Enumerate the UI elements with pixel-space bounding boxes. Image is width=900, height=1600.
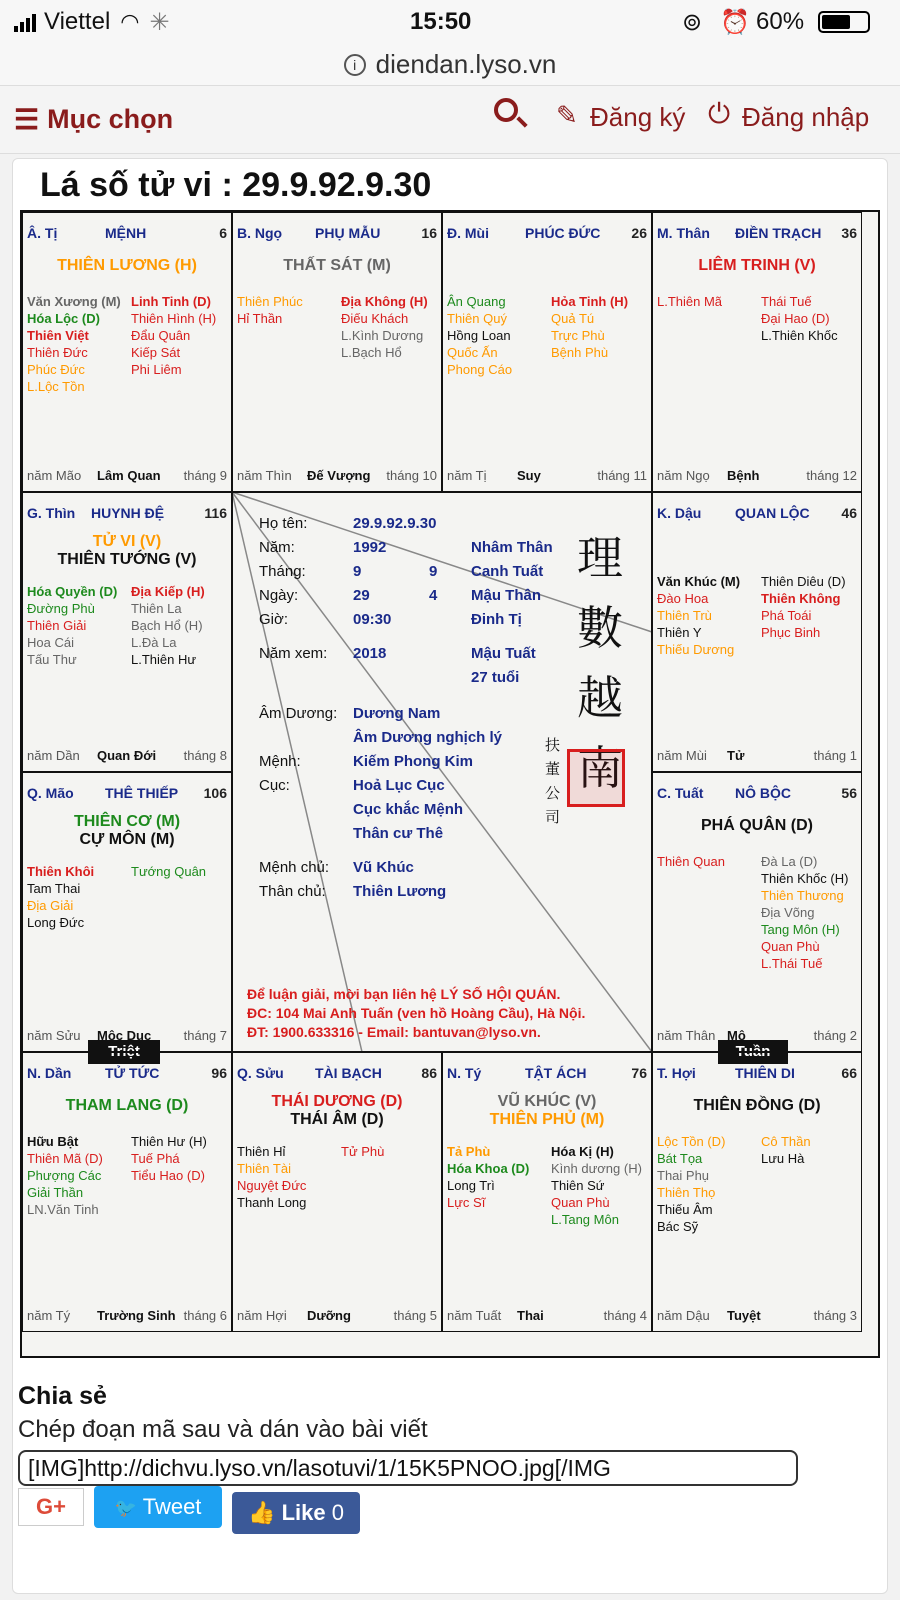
carrier-label: Viettel: [44, 8, 111, 35]
palace-cell: [652, 1052, 862, 1332]
minor-star: Thiên La: [131, 601, 182, 616]
palace-name: HUYNH ĐỆ: [91, 505, 165, 521]
minor-star: L.Bạch Hổ: [341, 345, 402, 360]
cuc-value-2: Cục khắc Mệnh: [353, 801, 464, 818]
year-label: năm Tý: [27, 1308, 71, 1323]
hour-label: Giờ:: [259, 611, 289, 628]
stars-right: [551, 293, 653, 361]
than-chu-label: Thân chủ:: [259, 883, 326, 900]
minor-star: Quốc Ấn: [447, 345, 498, 360]
minor-star: Tuế Phá: [131, 1151, 180, 1166]
minor-star: Linh Tinh (D): [131, 294, 211, 309]
minor-star: Thiên Hư (H): [131, 1134, 207, 1149]
minor-star: Đại Hao (D): [761, 311, 830, 326]
minor-star: Thai Phụ: [657, 1168, 710, 1183]
power-icon[interactable]: ⏻: [708, 98, 731, 129]
login-link[interactable]: Đăng nhập: [742, 102, 870, 132]
palace-name: TÀI BẠCH: [315, 1065, 382, 1081]
stars-left: [657, 853, 759, 870]
branch-label: G. Thìn: [27, 505, 76, 521]
day-can: Mậu Thân: [471, 587, 541, 604]
year-label: năm Mão: [27, 468, 82, 483]
cuc-label: Cục:: [259, 777, 290, 794]
horoscope-chart: [20, 210, 880, 1358]
seal-stamp: [567, 749, 625, 807]
minor-star: Điếu Khách: [341, 311, 409, 326]
palace-number: 26: [631, 225, 647, 241]
life-stage: Thai: [517, 1308, 544, 1323]
palace-cell: [22, 1052, 232, 1332]
month-can: Canh Tuất: [471, 563, 544, 580]
like-button[interactable]: [232, 1492, 360, 1534]
life-stage: Quan Đới: [97, 748, 157, 763]
palace-cell: [652, 772, 862, 1052]
year-label: năm Tuất: [447, 1308, 502, 1323]
minor-star: Lực Sĩ: [447, 1195, 486, 1210]
month-label: tháng 5: [393, 1308, 437, 1323]
palace-number: 116: [204, 505, 227, 521]
minor-star: Phá Toái: [761, 608, 812, 623]
stars-left: [237, 1143, 339, 1211]
minor-star: Địa Kiếp (H): [131, 584, 205, 599]
main-star: THAM LANG (D): [65, 1097, 189, 1114]
view-year-label: Năm xem:: [259, 645, 328, 662]
palace-name: TẬT ÁCH: [525, 1065, 587, 1081]
month-label: tháng 7: [183, 1028, 227, 1043]
palace-number: 76: [631, 1065, 647, 1081]
minor-star: Tướng Quân: [131, 864, 207, 879]
palace-name: THÊ THIẾP: [105, 785, 179, 801]
palace-number: 46: [841, 505, 857, 521]
main-star: THIÊN TƯỚNG (V): [57, 551, 197, 568]
minor-star: Phúc Đức: [27, 362, 85, 377]
twitter-icon: 🐦: [114, 1498, 137, 1518]
minor-star: Bát Tọa: [657, 1151, 703, 1166]
life-stage: Đế Vượng: [307, 468, 371, 483]
month-label: tháng 8: [183, 748, 227, 763]
clock: 15:50: [410, 8, 472, 35]
calli-char: 理: [577, 531, 623, 585]
minor-star: Đà La (D): [761, 854, 818, 869]
register-link[interactable]: Đăng ký: [590, 102, 686, 132]
stars-left: [657, 1133, 759, 1235]
minor-star: Đường Phù: [27, 601, 95, 616]
minor-star: L.Kình Dương: [341, 328, 424, 343]
like-count: 0: [331, 1500, 344, 1525]
minor-star: Thiên Y: [657, 625, 702, 640]
palace-cell: [232, 212, 442, 492]
minor-star: Thiên Hỉ: [237, 1144, 286, 1159]
minor-star: Hóa Kị (H): [551, 1144, 614, 1159]
am-duong-label: Âm Dương:: [259, 705, 338, 722]
branch-label: N. Tý: [447, 1065, 482, 1081]
contact-line-2: ĐC: 104 Mai Anh Tuấn (ven hồ Hoàng Cầu), Hà Nội.: [247, 1005, 586, 1021]
minor-star: Thiên Thương: [761, 888, 844, 903]
gplus-label: G+: [36, 1494, 66, 1519]
palace-number: 36: [841, 225, 857, 241]
minor-star: Đẩu Quân: [131, 328, 191, 343]
stars-left: [237, 293, 339, 327]
main-star: THIÊN CƠ (M): [73, 813, 181, 830]
minor-star: Thiên Diêu (D): [761, 574, 846, 589]
life-stage: Bệnh: [727, 468, 760, 483]
minor-star: Hỏa Tinh (H): [551, 294, 629, 309]
menh-chu-label: Mệnh chủ:: [259, 859, 330, 876]
month-lunar: 9: [429, 563, 438, 580]
life-stage: Tuyệt: [727, 1308, 761, 1323]
palace-number: 86: [421, 1065, 437, 1081]
year-label: Năm:: [259, 539, 295, 556]
palace-number: 96: [211, 1065, 227, 1081]
minor-star: Hóa Khoa (D): [447, 1161, 530, 1176]
main-star: THÁI ÂM (D): [290, 1111, 384, 1128]
url-domain[interactable]: diendan.lyso.vn: [375, 49, 557, 79]
branch-label: K. Dậu: [657, 505, 702, 521]
main-star: THẤT SÁT (M): [283, 257, 391, 274]
minor-star: Hoa Cái: [27, 635, 74, 650]
minor-star: Thiên Không: [761, 591, 841, 606]
stars-right: [761, 1133, 863, 1167]
stars-left: [447, 1143, 549, 1211]
month-label: tháng 3: [813, 1308, 857, 1323]
stars-right: [131, 583, 233, 668]
minor-star: Giải Thần: [27, 1185, 84, 1200]
calli-char: 數: [577, 601, 623, 655]
life-stage: Mộ: [727, 1028, 746, 1043]
minor-star: Bạch Hổ (H): [131, 618, 203, 633]
palace-name: PHỤ MẪU: [315, 225, 381, 241]
year-label: năm Hợi: [237, 1308, 287, 1323]
minor-star: Thiên Trù: [657, 608, 712, 623]
tweet-button[interactable]: [94, 1486, 222, 1528]
palace-cell: [22, 492, 232, 772]
minor-star: Thiên Việt: [27, 328, 89, 343]
main-star: THIÊN PHỦ (M): [489, 1111, 605, 1128]
status-bar: [0, 0, 900, 44]
year-label: năm Mùi: [657, 748, 707, 763]
minor-star: Quả Tú: [551, 311, 595, 326]
stars-left: [657, 293, 759, 310]
life-stage: Lâm Quan: [97, 468, 161, 483]
minor-star: Hỉ Thần: [237, 311, 283, 326]
day-value: 29: [353, 587, 370, 604]
minor-star: Đào Hoa: [657, 591, 709, 606]
minor-star: Tả Phù: [447, 1144, 491, 1159]
life-stage: Tử: [727, 748, 745, 763]
minor-star: Thiếu Dương: [657, 642, 735, 657]
branch-label: Q. Mão: [27, 785, 74, 801]
calligraphy-small: 扶 董 公 司: [545, 736, 561, 826]
palace-number: 66: [841, 1065, 857, 1081]
minor-star: Thiên Quan: [657, 854, 725, 869]
minor-star: Quan Phù: [551, 1195, 610, 1210]
cuc-value-3: Thân cư Thê: [353, 825, 444, 842]
minor-star: L.Thiên Mã: [657, 294, 723, 309]
branch-label: C. Tuất: [657, 785, 704, 801]
branch-label: Â. Tị: [27, 225, 58, 241]
palace-name: THIÊN DI: [735, 1065, 795, 1081]
minor-star: Hồng Loan: [447, 328, 511, 343]
palace-name: PHÚC ĐỨC: [525, 225, 601, 241]
minor-star: L.Tang Môn: [551, 1212, 619, 1227]
life-stage: Suy: [517, 468, 541, 483]
main-star: THIÊN ĐỒNG (D): [693, 1097, 821, 1114]
battery-icon: [818, 11, 870, 33]
stars-right: [761, 293, 863, 344]
minor-star: Cô Thần: [761, 1134, 811, 1149]
branch-label: Q. Sửu: [237, 1065, 284, 1081]
contact-info: [247, 985, 651, 1042]
minor-star: Tiểu Hao (D): [131, 1168, 205, 1183]
minor-star: Phục Binh: [761, 625, 821, 640]
month-label: tháng 2: [813, 1028, 857, 1043]
minor-star: Ân Quang: [447, 294, 506, 309]
minor-star: Thiên Tài: [237, 1161, 291, 1176]
main-star: CỰ MÔN (M): [79, 831, 175, 848]
menu-icon[interactable]: ☰: [14, 104, 40, 135]
stars-right: [551, 1143, 653, 1228]
minor-star: Thiên Phúc: [237, 294, 303, 309]
palace-cell: [442, 212, 652, 492]
month-label: tháng 11: [597, 468, 647, 483]
name-label: Họ tên:: [259, 515, 308, 532]
main-star: THIÊN LƯƠNG (H): [57, 257, 197, 274]
rotation-lock-icon: ⊚: [682, 8, 703, 36]
minor-star: Kiếp Sát: [131, 345, 181, 360]
minor-star: Lộc Tồn (D): [657, 1134, 726, 1149]
top-nav: [0, 86, 900, 154]
thumbs-up-icon: 👍: [248, 1500, 276, 1525]
than-chu: Thiên Lương: [353, 883, 447, 900]
share-desc: Chép đoạn mã sau và dán vào bài viết: [18, 1416, 428, 1443]
main-star: TỬ VI (V): [92, 533, 162, 550]
loading-icon: ✳: [149, 8, 170, 36]
month-label: Tháng:: [259, 563, 306, 580]
minor-star: L.Thiên Hư: [131, 652, 197, 667]
minor-star: Quan Phù: [761, 939, 820, 954]
center-panel: [232, 492, 652, 1052]
view-can: Mậu Tuất: [471, 645, 536, 662]
signal-icon: [14, 12, 36, 32]
minor-star: Thanh Long: [237, 1195, 307, 1210]
stars-right: [131, 293, 233, 378]
minor-star: Kình dương (H): [551, 1161, 642, 1176]
age: 27 tuổi: [471, 669, 520, 686]
triet-badge: Triệt: [88, 1040, 160, 1064]
month-label: tháng 9: [183, 468, 227, 483]
edit-icon[interactable]: ✎: [556, 100, 578, 130]
branch-label: B. Ngọ: [237, 225, 283, 241]
am-duong-2: Âm Dương nghịch lý: [353, 729, 503, 746]
minor-star: Tử Phù: [341, 1144, 385, 1159]
palace-name: ĐIỀN TRẠCH: [735, 225, 822, 241]
minor-star: Trực Phù: [551, 328, 605, 343]
share-code-input[interactable]: [IMG]http://dichvu.lyso.vn/lasotuvi/1/15K5PNOO.jpg[/IMG: [18, 1450, 798, 1486]
minor-star: Văn Xương (M): [27, 294, 121, 309]
minor-star: Thiên Quý: [447, 311, 507, 326]
minor-star: Thiên Sứ: [551, 1178, 605, 1193]
minor-star: Thiên Mã (D): [27, 1151, 103, 1166]
hour-value: 09:30: [353, 611, 392, 628]
branch-label: Đ. Mùi: [447, 225, 489, 241]
page-title: Lá số tử vi : 29.9.92.9.30: [40, 166, 432, 204]
palace-cell: [22, 772, 232, 1052]
calli-char: 越: [577, 671, 623, 725]
minor-star: Thiên Khôi: [27, 864, 95, 879]
tweet-label: Tweet: [142, 1494, 202, 1519]
year-value: 1992: [353, 539, 387, 556]
minor-star: Phong Cáo: [447, 362, 513, 377]
menh-label: Mệnh:: [259, 753, 301, 770]
minor-star: Bác Sỹ: [657, 1219, 699, 1234]
stars-right: [131, 1133, 233, 1184]
month-label: tháng 6: [183, 1308, 227, 1323]
minor-star: Thiếu Âm: [657, 1202, 713, 1217]
minor-star: Địa Võng: [761, 905, 815, 920]
minor-star: L.Đà La: [131, 635, 177, 650]
stars-left: [657, 573, 759, 658]
palace-name: QUAN LỘC: [735, 505, 810, 521]
wifi-icon: ◠: [120, 9, 140, 34]
stars-left: [27, 863, 129, 931]
year-label: năm Thìn: [237, 468, 292, 483]
stars-right: [131, 863, 233, 880]
minor-star: L.Thái Tuế: [761, 956, 823, 971]
stars-right: [341, 1143, 443, 1160]
palace-name: NÔ BỘC: [735, 785, 791, 801]
minor-star: Long Trì: [447, 1178, 495, 1193]
info-icon[interactable]: i: [344, 54, 366, 76]
palace-number: 6: [219, 225, 227, 241]
minor-star: Địa Không (H): [341, 294, 428, 309]
minor-star: Tấu Thư: [27, 652, 77, 667]
minor-star: Văn Khúc (M): [657, 574, 741, 589]
stars-right: [341, 293, 443, 361]
palace-cell: [22, 212, 232, 492]
minor-star: Thiên Hình (H): [131, 311, 217, 326]
palace-cell: [232, 1052, 442, 1332]
branch-label: T. Hợi: [657, 1065, 696, 1081]
contact-line-1: Để luận giải, mời bạn liên hệ LÝ SỐ HỘI QUÁN.: [247, 986, 561, 1002]
month-value: 9: [353, 563, 362, 580]
palace-number: 16: [421, 225, 437, 241]
life-stage: Mộc Dục: [97, 1028, 152, 1043]
branch-label: N. Dần: [27, 1065, 72, 1081]
main-star: VŨ KHÚC (V): [497, 1093, 597, 1110]
stars-left: [27, 583, 129, 668]
minor-star: Phượng Các: [27, 1168, 102, 1183]
minor-star: L.Thiên Khốc: [761, 328, 838, 343]
minor-star: Tam Thai: [27, 881, 81, 896]
month-label: tháng 12: [806, 468, 857, 483]
name-value: 29.9.92.9.30: [353, 515, 437, 532]
am-duong: Dương Nam: [353, 705, 441, 722]
minor-star: Tang Môn (H): [761, 922, 840, 937]
stars-right: [761, 573, 863, 641]
alarm-icon: ⏰: [720, 8, 750, 36]
minor-star: Thiên Thọ: [657, 1185, 716, 1200]
day-lunar: 4: [429, 587, 438, 604]
like-label: Like: [281, 1500, 326, 1525]
contact-line-3: ĐT: 1900.633316 - Email: bantuvan@lyso.vn.: [247, 1024, 541, 1040]
palace-cell: [652, 492, 862, 772]
stars-right: [761, 853, 863, 972]
month-label: tháng 10: [386, 468, 437, 483]
minor-star: Hóa Lộc (D): [27, 311, 100, 326]
minor-star: Hữu Bật: [27, 1134, 79, 1149]
stars-left: [447, 293, 549, 378]
calli-char: 南: [577, 741, 623, 795]
main-star: LIÊM TRINH (V): [698, 257, 816, 274]
minor-star: Hóa Quyền (D): [27, 584, 118, 599]
day-label: Ngày:: [259, 587, 299, 604]
minor-star: LN.Văn Tinh: [27, 1202, 99, 1217]
minor-star: Thiên Khốc (H): [761, 871, 849, 886]
minor-star: Long Đức: [27, 915, 85, 930]
palace-name: TỬ TỨC: [105, 1065, 160, 1081]
palace-number: 56: [841, 785, 857, 801]
month-label: tháng 1: [813, 748, 857, 763]
view-year: 2018: [353, 645, 387, 662]
branch-label: M. Thân: [657, 225, 710, 241]
year-label: năm Thân: [657, 1028, 716, 1043]
year-label: năm Sửu: [27, 1028, 81, 1043]
menh-value: Kiếm Phong Kim: [353, 753, 474, 770]
gplus-button[interactable]: [18, 1488, 84, 1526]
minor-star: Nguyệt Đức: [237, 1178, 307, 1193]
life-stage: Trường Sinh: [97, 1308, 176, 1323]
year-label: năm Dần: [27, 748, 80, 763]
minor-star: Bệnh Phù: [551, 345, 609, 360]
stars-left: [27, 1133, 129, 1218]
hour-can: Đinh Tị: [471, 611, 522, 628]
life-stage: Dưỡng: [307, 1308, 351, 1323]
palace-cell: [652, 212, 862, 492]
minor-star: Thái Tuế: [761, 294, 812, 309]
cuc-value: Hoả Lục Cục: [353, 777, 445, 794]
main-star: THÁI DƯƠNG (D): [271, 1093, 403, 1110]
minor-star: Thiên Giải: [27, 618, 87, 633]
year-label: năm Ngọ: [657, 468, 710, 483]
palace-cell: [442, 1052, 652, 1332]
year-label: năm Tị: [447, 468, 487, 483]
year-label: năm Dậu: [657, 1308, 710, 1323]
minor-star: Địa Giải: [27, 898, 74, 913]
menh-chu: Vũ Khúc: [353, 859, 414, 876]
palace-name: MỆNH: [105, 225, 147, 241]
main-star: PHÁ QUÂN (D): [701, 817, 813, 834]
battery-percent: 60%: [756, 8, 805, 35]
stars-left: [27, 293, 129, 395]
year-can: Nhâm Thân: [471, 539, 553, 556]
minor-star: L.Lộc Tồn: [27, 379, 85, 394]
url-bar[interactable]: [0, 44, 900, 86]
month-label: tháng 4: [603, 1308, 647, 1323]
palace-number: 106: [203, 785, 227, 801]
share-heading: Chia sẻ: [18, 1382, 107, 1410]
search-icon[interactable]: [494, 98, 518, 122]
minor-star: Lưu Hà: [761, 1151, 805, 1166]
tuan-badge: Tuần: [718, 1040, 788, 1064]
minor-star: Thiên Đức: [27, 345, 88, 360]
minor-star: Phi Liêm: [131, 362, 182, 377]
menu-label[interactable]: Mục chọn: [47, 104, 174, 134]
